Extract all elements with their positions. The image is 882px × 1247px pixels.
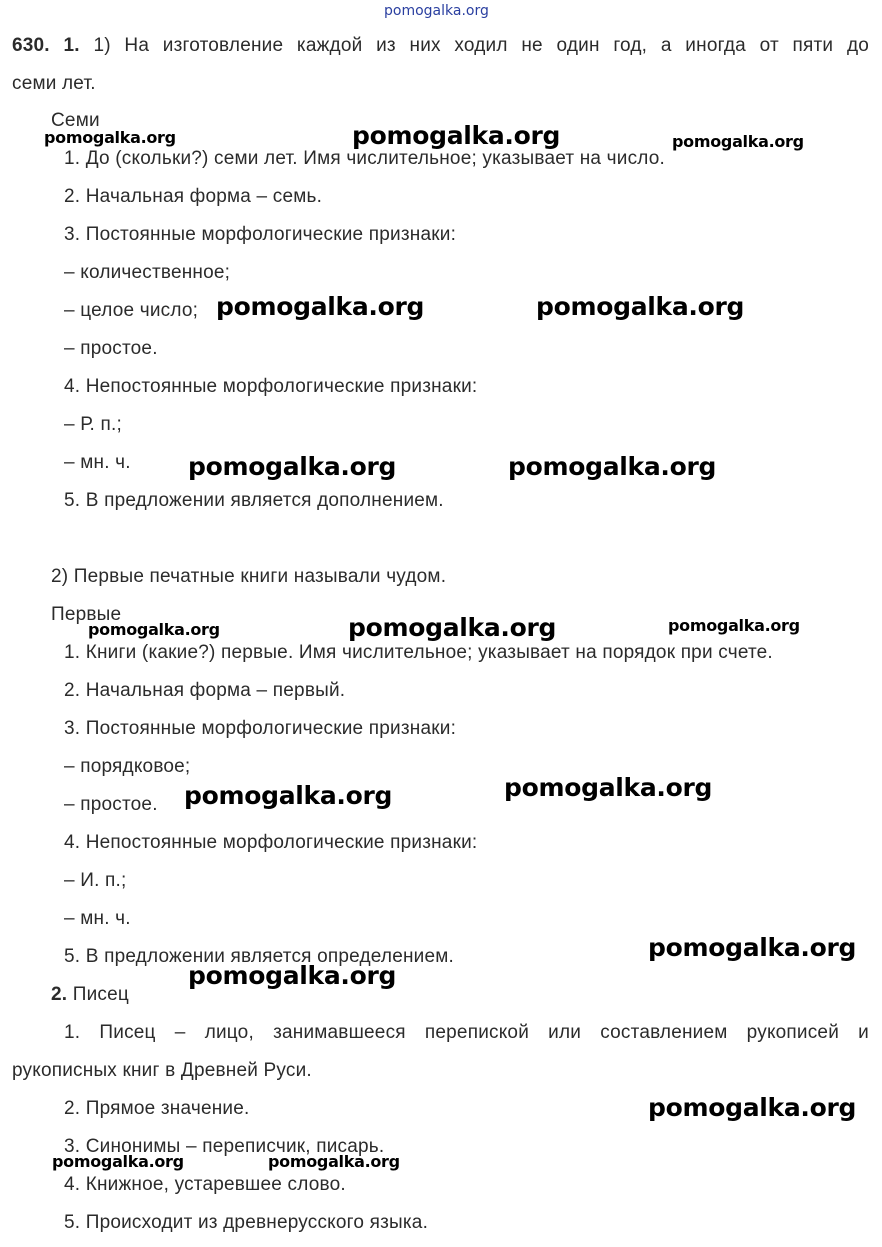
- block-1-line: 3. Постоянные морфологические признаки:: [64, 224, 457, 245]
- watermark: pomogalka.org: [352, 121, 561, 150]
- task-2-item-1-line-1: 1. Писец – лицо, занимавшееся перепиской или составлением рукописей и: [64, 1022, 869, 1043]
- block-2-line: 4. Непостоянные морфологические признаки:: [64, 832, 478, 853]
- analyzed-word-2: Первые: [51, 604, 122, 625]
- watermark: pomogalka.org: [44, 128, 176, 147]
- task-number: 630. 1.: [12, 35, 80, 56]
- block-2-line: – мн. ч.: [64, 908, 131, 929]
- task-2-line: 4. Книжное, устаревшее слово.: [64, 1174, 346, 1195]
- watermark: pomogalka.org: [648, 1093, 857, 1122]
- task-2-item-1-line-2: рукописных книг в Древней Руси.: [12, 1060, 312, 1081]
- block-1-line: – целое число;: [64, 300, 199, 321]
- watermark: pomogalka.org: [648, 933, 857, 962]
- block-1-line: 1. До (скольки?) семи лет. Имя числительное; указывает на число.: [64, 148, 666, 169]
- block-2-line: 2. Начальная форма – первый.: [64, 680, 346, 701]
- watermark: pomogalka.org: [508, 452, 717, 481]
- watermark: pomogalka.org: [52, 1152, 184, 1171]
- block-1-line: 5. В предложении является дополнением.: [64, 490, 444, 511]
- task-2-heading: [51, 984, 129, 1006]
- watermark: pomogalka.org: [536, 292, 745, 321]
- task-2-word: Писец: [72, 984, 129, 1005]
- watermark: pomogalka.org: [504, 773, 713, 802]
- block-2-line: 3. Постоянные морфологические признаки:: [64, 718, 457, 739]
- site-watermark-top: pomogalka.org: [384, 3, 489, 19]
- block-2-line: 5. В предложении является определением.: [64, 946, 454, 967]
- sentence-2: 2) Первые печатные книги называли чудом.: [51, 566, 447, 587]
- task-2-line: 5. Происходит из древнерусского языка.: [64, 1212, 429, 1233]
- watermark: pomogalka.org: [348, 613, 557, 642]
- block-1-line: – мн. ч.: [64, 452, 131, 473]
- block-2-line: – простое.: [64, 794, 158, 815]
- watermark: pomogalka.org: [672, 132, 804, 151]
- block-2-line: – И. п.;: [64, 870, 127, 891]
- task-2-line: 3. Синонимы – переписчик, писарь.: [64, 1136, 385, 1157]
- block-1-line: – количественное;: [64, 262, 231, 283]
- block-1-line: 4. Непостоянные морфологические признаки:: [64, 376, 478, 397]
- watermark: pomogalka.org: [188, 961, 397, 990]
- watermark: pomogalka.org: [184, 781, 393, 810]
- sentence-1-line-1: 1) На изготовление каждой из них ходил не один год, а иногда от пяти до: [93, 35, 869, 56]
- task-2-number: 2.: [51, 984, 68, 1005]
- sentence-1-line-2: семи лет.: [12, 73, 96, 94]
- watermark: pomogalka.org: [668, 616, 800, 635]
- watermark: pomogalka.org: [188, 452, 397, 481]
- watermark: pomogalka.org: [88, 620, 220, 639]
- block-1-line: – простое.: [64, 338, 158, 359]
- block-1-line: 2. Начальная форма – семь.: [64, 186, 323, 207]
- block-1-line: – Р. п.;: [64, 414, 122, 435]
- block-2-line: 1. Книги (какие?) первые. Имя числительное; указывает на порядок при счете.: [64, 642, 773, 663]
- watermark: pomogalka.org: [216, 292, 425, 321]
- task-1-heading-line: [12, 35, 869, 57]
- block-2-line: – порядковое;: [64, 756, 191, 777]
- task-2-line: 2. Прямое значение.: [64, 1098, 250, 1119]
- analyzed-word-1: Семи: [51, 110, 100, 131]
- watermark: pomogalka.org: [268, 1152, 400, 1171]
